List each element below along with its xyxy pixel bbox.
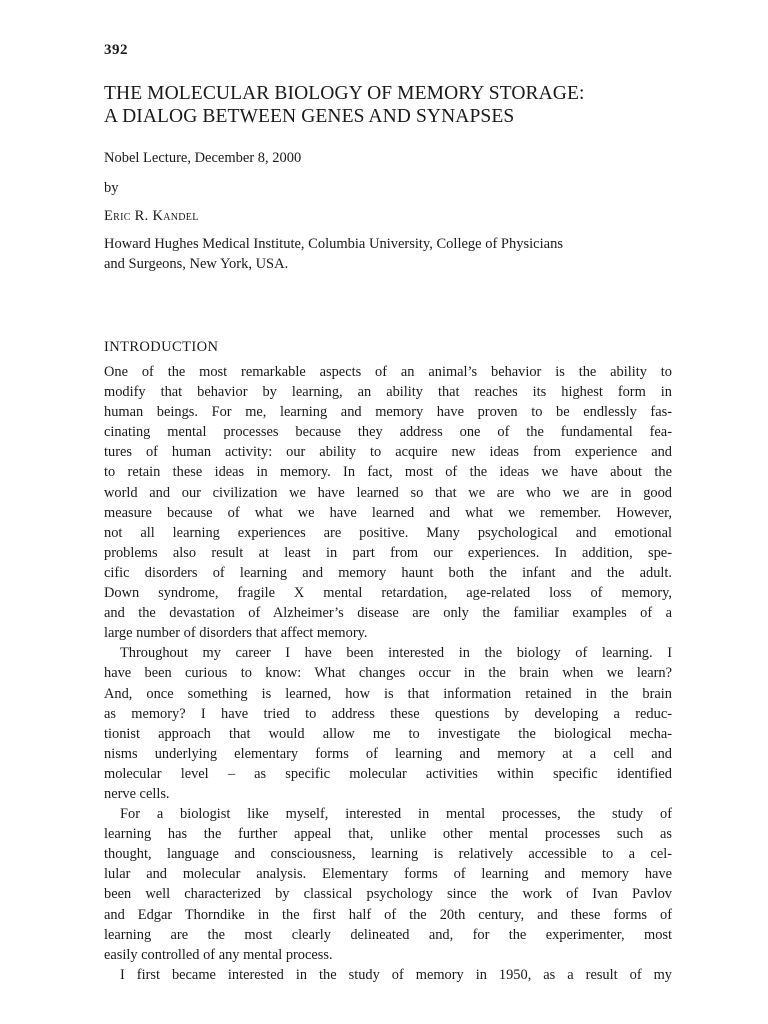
affiliation-line: Howard Hughes Medical Institute, Columbia University, College of Physicians (104, 236, 563, 252)
text-line: not all learning experiences are positive. Many psychological and emotional (104, 524, 672, 541)
text-line: cinating mental processes because they address one of the fundamental fea- (104, 424, 672, 441)
text-line: large number of disorders that affect memory. (104, 625, 368, 642)
text-line: learning are the most clearly delineated and, for the experimenter, most (104, 926, 672, 943)
text-line: One of the most remarkable aspects of an animal’s behavior is the ability to (104, 364, 672, 380)
text-line: For a biologist like myself, interested in mental processes, the study of (120, 806, 672, 823)
text-line: tures of human activity: our ability to acquire new ideas from experience and (104, 444, 672, 461)
by-line: by (104, 180, 119, 196)
text-line: I first became interested in the study of memory in 1950, as a result of my (120, 966, 672, 983)
text-line: nisms underlying elementary forms of learning and memory at a cell and (104, 745, 672, 762)
text-line: thought, language and consciousness, learning is relatively accessible to a cel- (104, 846, 672, 863)
text-line: tionist approach that would allow me to investigate the biological mecha- (104, 725, 672, 742)
text-line: And, once something is learned, how is that information retained in the brain (104, 685, 672, 702)
text-line: as memory? I have tried to address these questions by developing a reduc- (104, 705, 672, 722)
text-line: Throughout my career I have been interested in the biology of learning. I (120, 645, 672, 662)
text-line: molecular level – as specific molecular activities within specific identified (104, 765, 672, 782)
author-name: Eric R. Kandel (104, 208, 199, 224)
author-affiliation (104, 234, 672, 274)
text-line: to retain these ideas in memory. In fact, most of the ideas we have about the (104, 464, 672, 481)
title-line: THE MOLECULAR BIOLOGY OF MEMORY STORAGE: (104, 83, 585, 104)
text-line: measure because of what we have learned and what we remember. However, (104, 504, 672, 521)
text-line: have been curious to know: What changes occur in the brain when we learn? (104, 665, 672, 682)
affiliation-line: and Surgeons, New York, USA. (104, 256, 289, 272)
text-line: lular and molecular analysis. Elementary forms of learning and memory have (104, 866, 672, 883)
text-line: and the devastation of Alzheimer’s disease are only the familiar examples of a (104, 605, 672, 622)
article-title (104, 82, 672, 128)
text-line: human beings. For me, learning and memory have proven to be endlessly fas- (104, 404, 672, 421)
text-line: Down syndrome, fragile X mental retardation, age-related loss of memory, (104, 585, 672, 602)
document-page (104, 0, 672, 1024)
text-line: problems also result at least in part from our experiences. In addition, spe- (104, 544, 672, 561)
body-text (104, 362, 672, 985)
text-line: modify that behavior by learning, an ability that reaches its highest form in (104, 384, 672, 401)
text-line: learning has the further appeal that, unlike other mental processes such as (104, 826, 672, 843)
text-line: and Edgar Thorndike in the first half of the 20th century, and these forms of (104, 906, 672, 923)
text-line: nerve cells. (104, 785, 170, 802)
text-line: been well characterized by classical psychology since the work of Ivan Pavlov (104, 886, 672, 903)
text-line: easily controlled of any mental process. (104, 946, 333, 963)
section-heading: INTRODUCTION (104, 339, 219, 355)
page-number: 392 (104, 42, 128, 58)
lecture-date: Nobel Lecture, December 8, 2000 (104, 150, 302, 166)
text-line: cific disorders of learning and memory haunt both the infant and the adult. (104, 564, 672, 581)
text-line: world and our civilization we have learned so that we are who we are in good (104, 484, 672, 501)
title-line: A DIALOG BETWEEN GENES AND SYNAPSES (104, 106, 515, 127)
